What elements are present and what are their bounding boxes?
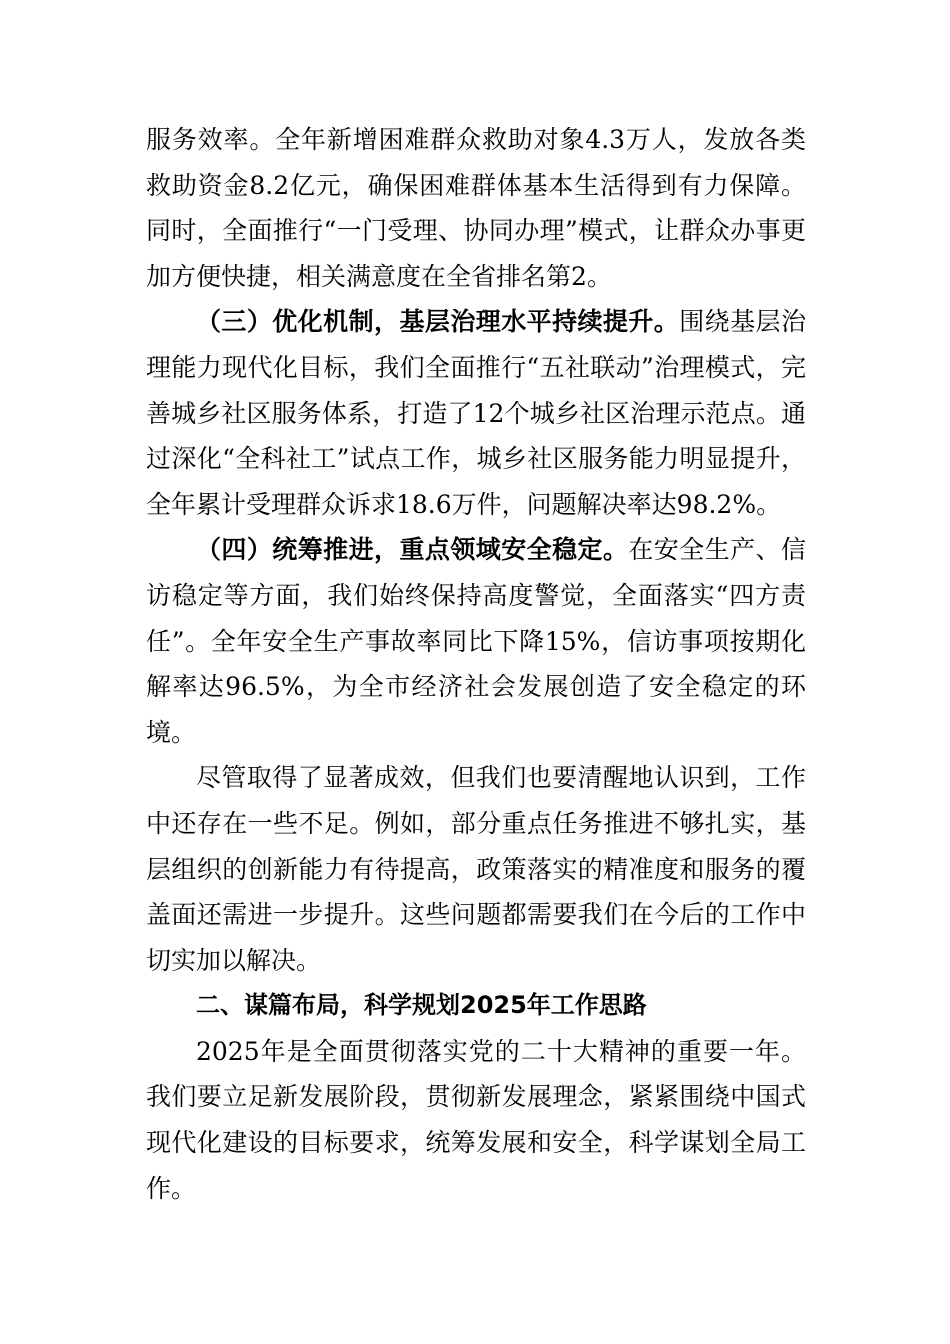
paragraph-section-three <box>146 299 806 527</box>
paragraph-section-four <box>146 527 806 755</box>
section-three-heading: （三）优化机制，基层治理水平持续提升。 <box>196 307 680 337</box>
section-three-body: 围绕基层治理能力现代化目标，我们全面推行“五社联动”治理模式，完善城乡社区服务体系，打造了12个城乡社区治理示范点。通过深化“全科社工”试点工作，城乡社区服务能力明显提升，全年累计受理群众诉求18.6万件，问题解决率达98.2%。 <box>146 307 806 519</box>
paragraph-2025-plan: 2025年是全面贯彻落实党的二十大精神的重要一年。我们要立足新发展阶段，贯彻新发展理念，紧紧围绕中国式现代化建设的目标要求，统筹发展和安全，科学谋划全局工作。 <box>146 1036 806 1203</box>
section-four-body: 在安全生产、信访稳定等方面，我们始终保持高度警觉，全面落实“四方责任”。全年安全生产事故率同比下降15%，信访事项按期化解率达96.5%，为全市经济社会发展创造了安全稳定的环境。 <box>146 535 806 747</box>
chapter-heading-two: 二、谋篇布局，科学规划2025年工作思路 <box>196 991 647 1020</box>
section-four-heading: （四）统筹推进，重点领域安全稳定。 <box>196 535 629 565</box>
document-body <box>146 117 806 1211</box>
paragraph-continuation: 服务效率。全年新增困难群众救助对象4.3万人，发放各类救助资金8.2亿元，确保困难群体基本生活得到有力保障。同时，全面推行“一门受理、协同办理”模式，让群众办事更加方便快捷，相关满意度在全省排名第2。 <box>146 125 806 291</box>
paragraph-shortcomings: 尽管取得了显著成效，但我们也要清醒地认识到，工作中还存在一些不足。例如，部分重点任务推进不够扎实，基层组织的创新能力有待提高，政策落实的精准度和服务的覆盖面还需进一步提升。这些问题都需要我们在今后的工作中切实加以解决。 <box>146 763 806 975</box>
